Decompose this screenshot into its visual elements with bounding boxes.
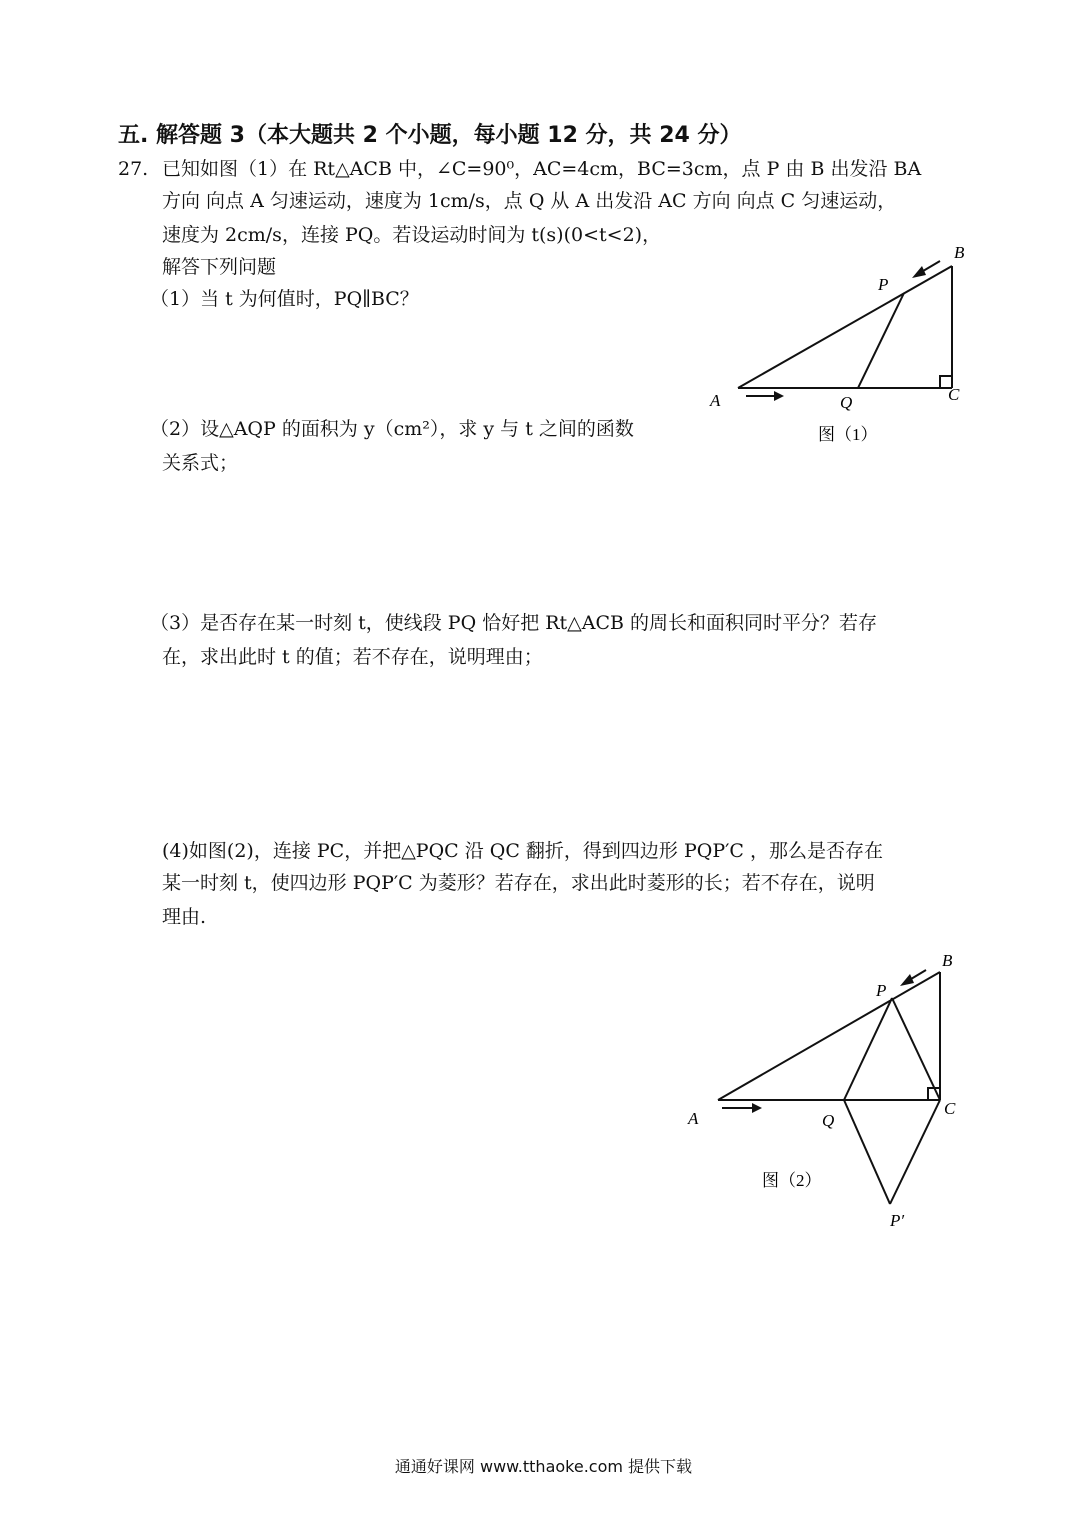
fig1-arrow-p-head <box>912 266 926 278</box>
figure-1-diagram <box>690 236 990 456</box>
fig2-segment-pc <box>892 998 940 1100</box>
problem-intro-line2: 方向 向点 A 匀速运动，速度为 1cm/s，点 Q 从 A 出发沿 AC 方向 向点 C 匀速运动， <box>162 190 897 212</box>
fig2-label-p-prime: P′ <box>890 1211 905 1230</box>
problem-number: 27. <box>118 158 149 180</box>
fig1-segment-ab <box>738 266 952 388</box>
fig1-label-a: A <box>710 391 721 410</box>
question-4-line2: 某一时刻 t，使四边形 PQP′C 为菱形？若存在，求出此时菱形的长；若不存在，说明 <box>162 872 875 894</box>
question-1: （1）当 t 为何值时，PQ∥BC？ <box>150 288 419 310</box>
fig2-label-a: A <box>688 1109 699 1128</box>
fig2-caption: 图（2） <box>762 1171 822 1190</box>
question-4-line3: 理由. <box>162 906 207 928</box>
figure-2-diagram <box>670 940 980 1240</box>
problem-intro-line1: 已知如图（1）在 Rt△ACB 中，∠C=90⁰，AC=4cm，BC=3cm，点 P 由 B 出发沿 BA <box>162 158 922 180</box>
fig2-label-c: C <box>944 1099 956 1118</box>
fig1-arrow-a-head <box>774 391 784 401</box>
footer-text: 通通好课网 www.tthaoke.com 提供下载 <box>394 1457 693 1476</box>
problem-intro-line3: 速度为 2cm/s，连接 PQ。若设运动时间为 t(s)(0<t<2)， <box>162 224 662 246</box>
question-2-line2: 关系式； <box>162 452 239 474</box>
question-3-line1: （3）是否存在某一时刻 t，使线段 PQ 恰好把 Rt△ACB 的周长和面积同时平分？若存 <box>150 612 878 634</box>
fig2-arrow-p-head <box>900 974 914 986</box>
fig2-segment-ab <box>718 972 940 1100</box>
section-title: 五. 解答题 3（本大题共 2 个小题，每小题 12 分，共 24 分） <box>118 123 742 148</box>
fig2-label-p: P <box>876 981 887 1000</box>
fig2-arrow-a-head <box>752 1103 762 1113</box>
fig1-caption: 图（1） <box>818 425 878 444</box>
fig1-label-b: B <box>954 243 965 262</box>
fig2-label-q: Q <box>822 1111 835 1130</box>
fig1-label-q: Q <box>840 393 853 412</box>
fig1-label-p: P <box>878 275 889 294</box>
question-2-line1: （2）设△AQP 的面积为 y（cm²），求 y 与 t 之间的函数 <box>150 418 634 440</box>
fig2-segment-qp-prime <box>844 1100 890 1204</box>
fig1-label-c: C <box>948 385 960 404</box>
question-4-line1: (4)如图(2)，连接 PC，并把△PQC 沿 QC 翻折，得到四边形 PQP′C ，那么是否存在 <box>162 840 884 862</box>
fig2-label-b: B <box>942 951 953 970</box>
problem-intro-line4: 解答下列问题 <box>162 256 277 278</box>
fig2-segment-cp-prime <box>890 1100 940 1204</box>
question-3-line2: 在，求出此时 t 的值；若不存在，说明理由； <box>162 646 543 668</box>
